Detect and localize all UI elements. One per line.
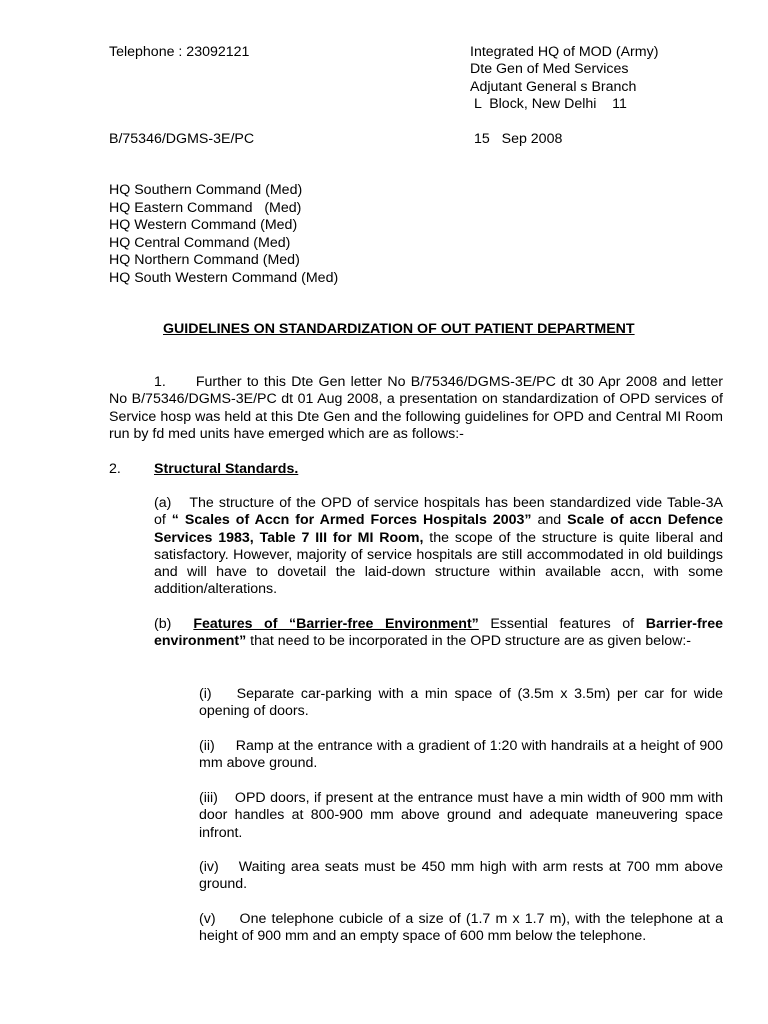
subparagraph-a-text-2: and [531,512,568,529]
reference-number: B/75346/DGMS-3E/PC [109,131,255,147]
list-item [199,911,723,946]
org-line-4: L Block, New Delhi 11 [470,96,627,112]
subparagraph-b-label: (b) [154,616,172,632]
addressee-5: HQ Northern Command (Med) [109,252,300,268]
defence-scale-reference-bold: Scale of accn Defence Services 1983, Table 7 III for MI Room, [154,512,724,546]
list-item-label: (iii) [199,790,218,806]
list-item-label: (ii) [199,738,215,754]
list-item-label: (i) [199,686,212,702]
subparagraph-a [154,495,723,599]
list-item-text: Ramp at the entrance with a gradient of 1:20 with handrails at a height of 900 mm above ground. [199,738,723,772]
list-item [199,859,723,894]
letter-date: 15 Sep 2008 [474,131,563,147]
subparagraph-b [154,616,723,651]
subparagraph-a-text-1: The structure of the OPD of service hospitals has been standardized vide Table-3A of [154,495,723,529]
addressee-6: HQ South Western Command (Med) [109,270,339,286]
subparagraph-b-heading: Features of “Barrier-free Environment” [193,616,479,632]
addressee-3: HQ Western Command (Med) [109,217,298,233]
list-item-text: One telephone cubicle of a size of (1.7 m x 1.7 m), with the telephone at a height of 900 mm and an empty space of 600 mm below the telephone. [199,911,723,945]
org-line-3: Adjutant General s Branch [470,79,637,95]
addressee-4: HQ Central Command (Med) [109,235,291,251]
list-item [199,738,723,773]
subparagraph-b-text-2: that need to be incorporated in the OPD structure are as given below:- [246,633,692,650]
paragraph-1-text: Further to this Dte Gen letter No B/75346/DGMS-3E/PC dt 30 Apr 2008 and letter No B/75346/DGMS-3E/PC dt 01 Aug 2008, a presentation on standardization of OPD services of Service hosp was held at this Dte Gen and the following guidelines for OPD and Central MI Room run by fd med units have emerged which are as follows:- [109,374,723,442]
barrier-free-bold: Barrier-free environment” [154,616,723,650]
subparagraph-a-text-3: the scope of the structure is quite liberal and satisfactory. However, majority of service hospitals are still accommodated in old buildings and will have to dovetail the laid-down structure within available accn, with some addition/alterations. [154,529,724,598]
org-line-1: Integrated HQ of MOD (Army) [470,44,659,60]
org-line-2: Dte Gen of Med Services [470,61,629,77]
list-item-label: (v) [199,911,216,927]
list-item-text: OPD doors, if present at the entrance must have a min width of 900 mm with door handles at 800-900 mm above ground and adequate maneuvering space infront. [199,790,723,841]
subparagraph-b-text-1: Essential features of [478,616,646,632]
paragraph-1 [109,374,723,443]
addressee-2: HQ Eastern Command (Med) [109,200,302,216]
list-item-label: (iv) [199,859,219,875]
list-item-text: Separate car-parking with a min space of (3.5m x 3.5m) per car for wide opening of doors. [199,686,723,720]
list-item [199,790,723,842]
addressee-1: HQ Southern Command (Med) [109,182,303,198]
paragraph-2-heading: Structural Standards. [154,461,299,477]
telephone-line: Telephone : 23092121 [109,44,250,60]
paragraph-1-number: 1. [154,374,166,390]
list-item [199,686,723,721]
paragraph-2-number: 2. [109,461,121,477]
subparagraph-a-label: (a) [154,495,172,511]
document-title: GUIDELINES ON STANDARDIZATION OF OUT PATIENT DEPARTMENT [163,321,635,337]
list-item-text: Waiting area seats must be 450 mm high with arm rests at 700 mm above ground. [199,859,723,893]
scales-reference-bold: “ Scales of Accn for Armed Forces Hospitals 2003” [171,512,532,529]
